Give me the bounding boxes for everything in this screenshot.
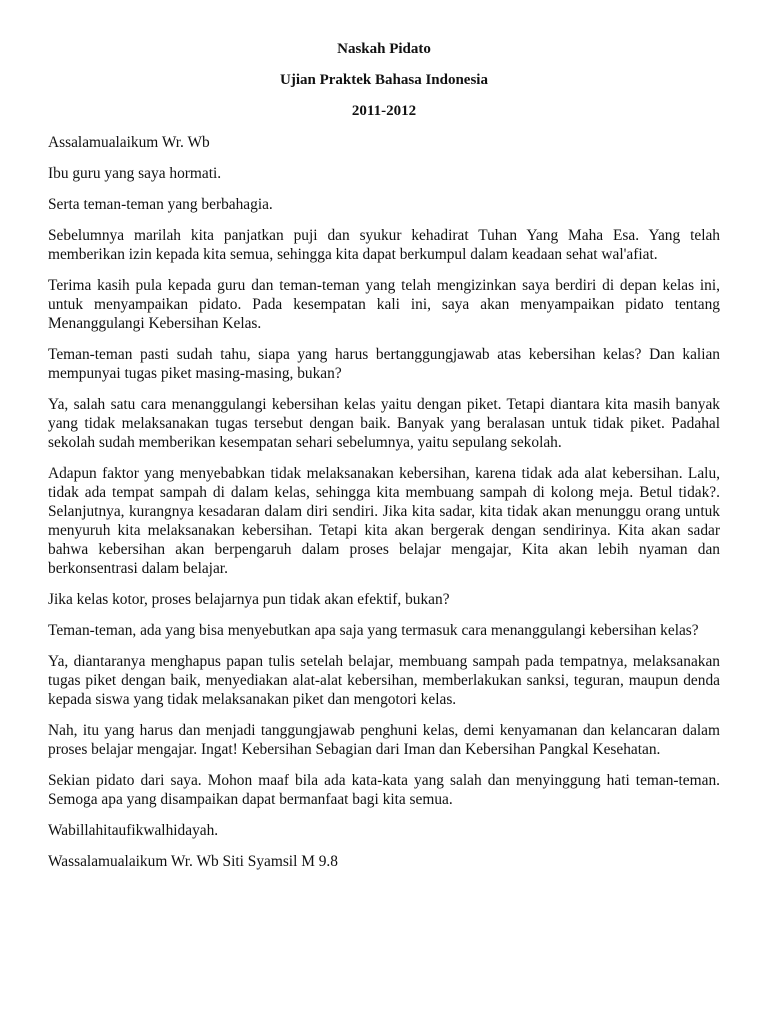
- document-year: 2011-2012: [351, 103, 417, 119]
- paragraph-ask-ways: Teman-teman, ada yang bisa menyebutkan apa saja yang termasuk cara menanggulangi kebersihan kelas?: [48, 622, 699, 639]
- speech-body: [48, 133, 720, 871]
- paragraph-closing: Sekian pidato dari saya. Mohon maaf bila ada kata-kata yang salah dan menyinggung hati teman-teman. Semoga apa yang disampaikan dapat bermanfaat bagi kita semua.: [48, 772, 720, 808]
- document-title: Naskah Pidato: [337, 41, 431, 57]
- paragraph-prayer: Wabillahitaufikwalhidayah.: [48, 822, 219, 839]
- paragraph-piket: Ya, salah satu cara menanggulangi kebersihan kelas yaitu dengan piket. Tetapi diantara kita masih banyak yang tidak melaksanakan tugas tersebut dengan baik. Banyak yang beralasan untuk tidak piket. Padahal sekolah sudah memberikan kesempatan sehari sebelumnya, yaitu sepulang sekolah.: [48, 396, 720, 451]
- paragraph-dirty-class: Jika kelas kotor, proses belajarnya pun tidak akan efektif, bukan?: [48, 591, 450, 608]
- paragraph-opening: Sebelumnya marilah kita panjatkan puji dan syukur kehadirat Tuhan Yang Maha Esa. Yang telah memberikan izin kepada kita semua, sehingga kita dapat berkumpul dalam keadaan sehat wal'afiat.: [48, 227, 720, 263]
- paragraph-greeting: Assalamualaikum Wr. Wb: [48, 134, 210, 151]
- paragraph-question: Teman-teman pasti sudah tahu, siapa yang harus bertanggungjawab atas kebersihan kelas? Dan kalian mempunyai tugas piket masing-masing, bukan?: [48, 346, 720, 382]
- document-header: [48, 40, 720, 120]
- paragraph-farewell-signature: Wassalamualaikum Wr. Wb Siti Syamsil M 9.8: [48, 853, 338, 870]
- paragraph-factors: Adapun faktor yang menyebabkan tidak melaksanakan kebersihan, karena tidak ada alat kebersihan. Lalu, tidak ada tempat sampah di dalam kelas, sehingga kita membuang sampah di kolong meja. Betul tidak?. Selanjutnya, kurangnya kesadaran dalam diri sendiri. Jika kita sadar, kita tidak akan menunggu orang untuk menyuruh kita melaksanakan kebersihan. Tetapi kita akan bergerak dengan sendirinya. Kita akan sadar bahwa kebersihan akan berpengaruh dalam proses belajar mengajar, Kita akan lebih nyaman dan berkonsentrasi dalam belajar.: [48, 465, 720, 577]
- document-subtitle: Ujian Praktek Bahasa Indonesia: [280, 72, 488, 88]
- paragraph-ways: Ya, diantaranya menghapus papan tulis setelah belajar, membuang sampah pada tempatnya, melaksanakan tugas piket dengan baik, menyediakan alat-alat kebersihan, memberlakukan sanksi, teguran, maupun denda kepada siswa yang tidak melaksanakan piket dan mengotori kelas.: [48, 653, 720, 708]
- paragraph-thanks: Terima kasih pula kepada guru dan teman-teman yang telah mengizinkan saya berdiri di depan kelas ini, untuk menyampaikan pidato. Pada kesempatan kali ini, saya akan menyampaikan pidato tentang Menanggulangi Kebersihan Kelas.: [48, 277, 720, 332]
- paragraph-address-friends: Serta teman-teman yang berbahagia.: [48, 196, 273, 213]
- paragraph-responsibility: Nah, itu yang harus dan menjadi tanggungjawab penghuni kelas, demi kenyamanan dan kelancaran dalam proses belajar mengajar. Ingat! Kebersihan Sebagian dari Iman dan Kebersihan Pangkal Kesehatan.: [48, 722, 720, 758]
- paragraph-address-teacher: Ibu guru yang saya hormati.: [48, 165, 222, 182]
